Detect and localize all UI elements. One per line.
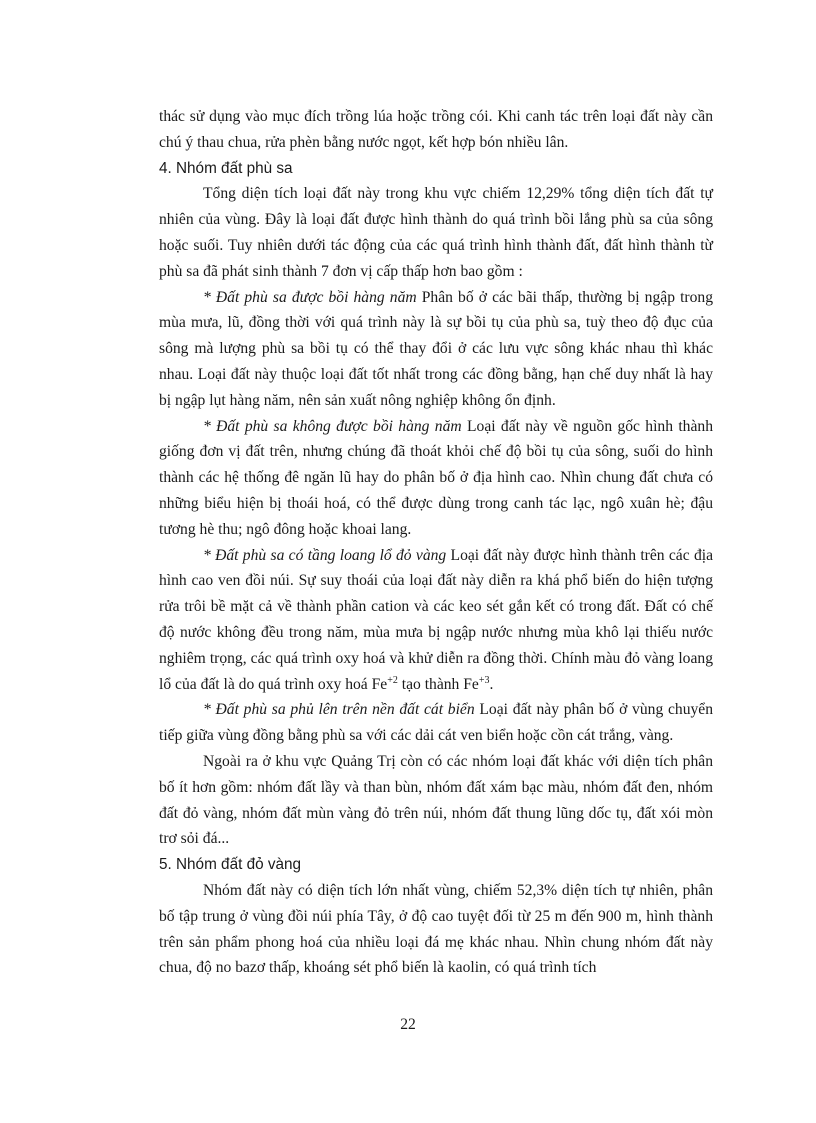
intro-paragraph: thác sử dụng vào mục đích trồng lúa hoặc trồng cói. Khi canh tác trên loại đất này cần chú ý thau chua, rửa phèn bằng nước ngọt, kết hợp bón nhiều lân. [159, 108, 713, 151]
term-mottled-alluvial: * Đất phù sa có tầng loang lổ đỏ vàng [203, 546, 447, 564]
paragraph-red-yellow-soil: Nhóm đất này có diện tích lớn nhất vùng, chiếm 52,3% diện tích tự nhiên, phân bố tập trung ở vùng đồi núi phía Tây, ở độ cao tuyệt đối từ 25 m đến 900 m, hình thành trên sản phẩm phong hoá của nhiều loại đá mẹ khác nhau. Nhìn chung nhóm đất này chua, độ no bazơ thấp, khoáng sét phổ biến là kaolin, có quá trình tích [159, 881, 713, 977]
text-annual-alluvial: Phân bố ở các bãi thấp, thường bị ngập trong mùa mưa, lũ, đồng thời với quá trình này là sự bồi tụ của phù sa, tuỳ theo độ đục của sông mà lượng phù sa bồi tụ có thể thay đổi ở các lưu vực sông khác nhau thì khác nhau. Loại đất này thuộc loại đất tốt nhất trong các đồng bằng, hạn chế duy nhất là hay bị ngập lụt hàng năm, nên sản xuất nông nghiệp không ổn định. [159, 288, 714, 409]
term-annual-alluvial: * Đất phù sa được bồi hàng năm [203, 288, 417, 306]
paragraph-annual-alluvial [159, 285, 713, 414]
term-sandy-alluvial: * Đất phù sa phủ lên trên nền đất cát biển [203, 701, 475, 719]
section-heading-4: 4. Nhóm đất phù sa [159, 159, 293, 177]
superscript-fe2: +2 [387, 674, 398, 686]
text-mottled-mid: tạo thành Fe [397, 675, 479, 693]
paragraph-other-soils: Ngoài ra ở khu vực Quảng Trị còn có các nhóm loại đất khác với diện tích phân bố ít hơn gồm: nhóm đất lầy và than bùn, nhóm đất xám bạc màu, nhóm đất đen, nhóm đất đỏ vàng, nhóm đất mùn vàng đỏ trên núi, nhóm đất thung lũng dốc tụ, đất xói mòn trơ sỏi đá... [159, 752, 713, 848]
paragraph-non-annual-alluvial [159, 414, 713, 543]
superscript-fe3: +3 [478, 674, 490, 686]
paragraph-mottled-alluvial [159, 543, 713, 698]
term-non-annual-alluvial: * Đất phù sa không được bồi hàng năm [203, 417, 462, 435]
text-mottled-alluvial: Loại đất này được hình thành trên các địa hình cao ven đồi núi. Sự suy thoái của loại đất này diễn ra khá phổ biến do hiện tượng rửa trôi bề mặt cả về thành phần cation và các keo sét gắn kết có trong đất. Đất có chế độ nước không đều trong năm, mùa mưa bị ngập nước nhưng mùa khô lại thiếu nước nghiêm trọng, các quá trình oxy hoá và khử diễn ra đồng thời. Chính màu đỏ vàng loang lổ của đất là do quá trình oxy hoá Fe [159, 546, 713, 693]
page-number: 22 [400, 1016, 416, 1033]
paragraph-total-area: Tổng diện tích loại đất này trong khu vực chiếm 12,29% tổng diện tích đất tự nhiên của vùng. Đây là loại đất được hình thành do quá trình bồi lắng phù sa của sông hoặc suối. Tuy nhiên dưới tác động của các quá trình hình thành đất, đất hình thành từ phù sa đã phát sinh thành 7 đơn vị cấp thấp hơn bao gồm : [159, 185, 713, 280]
text-sandy-alluvial: Loại đất này phân bố ở vùng chuyển tiếp giữa vùng đồng bằng phù sa với các dải cát ven biển hoặc cồn cát trắng, vàng. [159, 701, 714, 745]
page-body [159, 104, 713, 981]
text-non-annual-alluvial: Loại đất này về nguồn gốc hình thành giống đơn vị đất trên, nhưng chúng đã thoát khỏi chế độ bồi tụ của sông, suối do hình thành các hệ thống đê ngăn lũ hay do phân bố ở địa hình cao. Nhìn chung đất chưa có những biểu hiện bị thoái hoá, có thể được dùng trong canh tác lạc, ngô xuân hè; đậu tương hè thu; ngô đông hoặc khoai lang. [159, 417, 713, 538]
text-mottled-end: . [489, 675, 494, 693]
section-heading-5: 5. Nhóm đất đỏ vàng [159, 856, 302, 874]
paragraph-sandy-alluvial [159, 697, 713, 749]
